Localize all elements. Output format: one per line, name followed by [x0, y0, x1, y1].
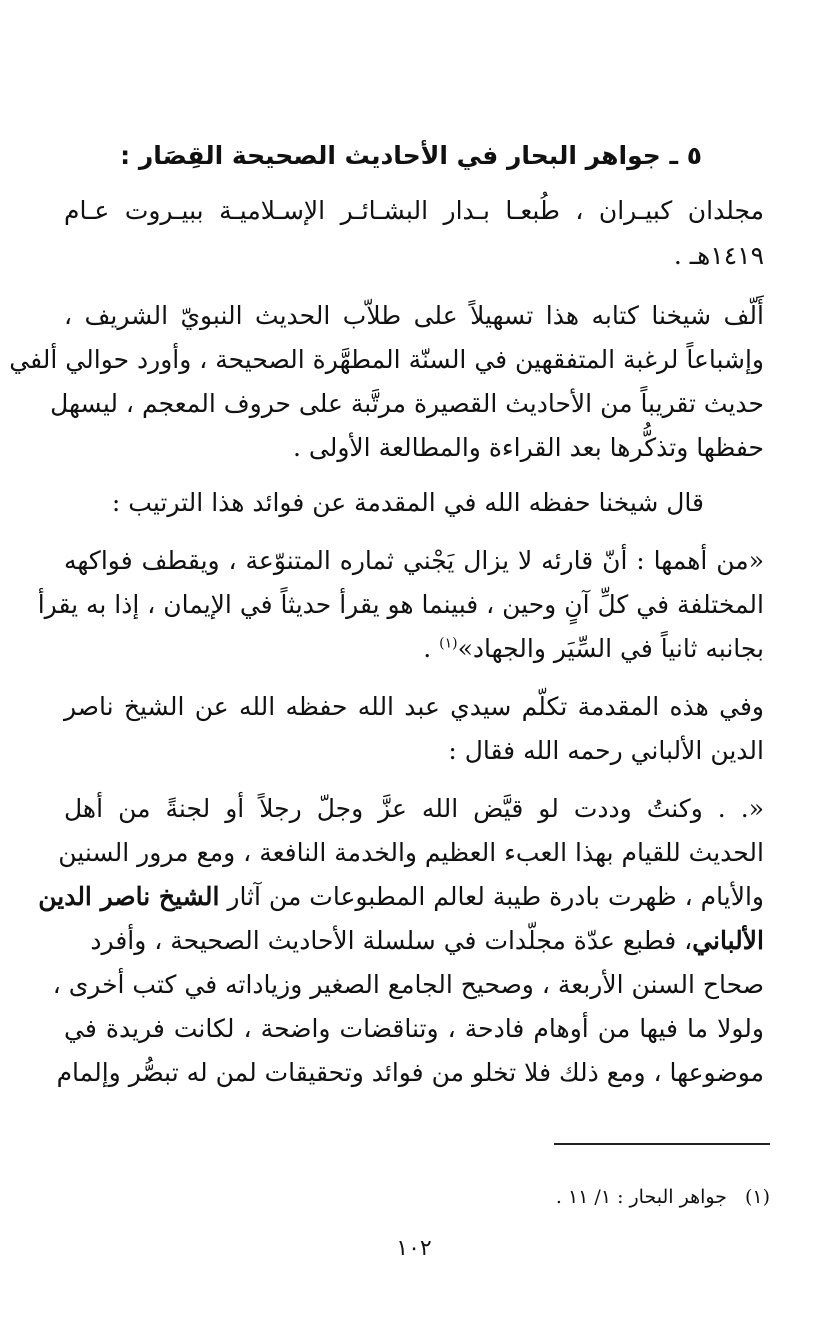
- text-span: ، فطبع عدّة مجلّدات في سلسلة الأحاديث الصحيحة ، وأفرد: [90, 926, 693, 955]
- text-line: مجلدان كبيـران ، طُبعـا بـدار البشـائـر الإسـلاميـة ببيـروت عـام: [64, 196, 764, 225]
- bold-name: الألباني: [692, 926, 764, 955]
- quote-text: بجانبه ثانياً في السِّيَر والجهاد»: [457, 634, 764, 663]
- text-line: وفي هذه المقدمة تكلّم سيدي عبد الله حفظه الله عن الشيخ ناصر: [64, 692, 764, 721]
- footnote-divider: [554, 1143, 770, 1145]
- quote-end: .: [423, 634, 440, 663]
- text-line: قال شيخنا حفظه الله في المقدمة عن فوائد هذا الترتيب :: [111, 488, 704, 517]
- footnote-marker: (١): [439, 635, 458, 652]
- text-line: حفظها وتذكُّرها بعد القراءة والمطالعة الأولى .: [293, 433, 764, 462]
- text-line: حديث تقريباً من الأحاديث القصيرة مرتَّبة على حروف المعجم ، ليسهل: [50, 389, 764, 418]
- text-line: ولولا ما فيها من أوهام فادحة ، وتناقضات واضحة ، لكانت فريدة في: [64, 1014, 764, 1043]
- text-line: [64, 636, 764, 661]
- text-line: «من أهمها : أنّ قارئه لا يزال يَجْني ثماره المتنوّعة ، ويقطف فواكهه: [64, 546, 764, 575]
- text-line: موضوعها ، ومع ذلك فلا تخلو من فوائد وتحقيقات لمن له تبصُّر وإلمام: [56, 1058, 764, 1087]
- footnote: [556, 1186, 770, 1208]
- text-line: ١٤١٩هـ .: [673, 241, 764, 270]
- text-line: المختلفة في كلِّ آنٍ وحين ، فبينما هو يقرأ حديثاً في الإيمان ، إذا به يقرأ: [37, 590, 764, 619]
- text-line: [38, 882, 764, 911]
- bold-name: الشيخ ناصر الدين: [38, 882, 220, 911]
- text-line: «. . وكنتُ وددت لو قيَّض الله عزَّ وجلّ رجلاً أو لجنةً من أهل: [64, 794, 764, 823]
- page-number: ١٠٢: [396, 1236, 432, 1261]
- footnote-number: (١): [744, 1186, 770, 1208]
- text-line: وإشباعاً لرغبة المتفقهين في السنّة المطهَّرة الصحيحة ، وأورد حوالي ألفي: [9, 345, 764, 374]
- section-heading: ٥ ـ جواهر البحار في الأحاديث الصحيحة القِصَار :: [120, 141, 702, 170]
- text-line: [64, 928, 764, 953]
- text-line: الدين الألباني رحمه الله فقال :: [448, 736, 764, 765]
- text-line: صحاح السنن الأربعة ، وصحيح الجامع الصغير وزياداته في كتب أخرى ،: [52, 970, 764, 999]
- footnote-text: جواهر البحار : ١/ ١١ .: [555, 1186, 727, 1208]
- text-span: والأيام ، ظهرت بادرة طيبة لعالم المطبوعات من آثار: [227, 882, 764, 911]
- text-line: أَلّف شيخنا كتابه هذا تسهيلاً على طلاّب الحديث النبويّ الشريف ،: [64, 301, 764, 330]
- text-line: الحديث للقيام بهذا العبء العظيم والخدمة النافعة ، ومع مرور السنين: [58, 838, 764, 867]
